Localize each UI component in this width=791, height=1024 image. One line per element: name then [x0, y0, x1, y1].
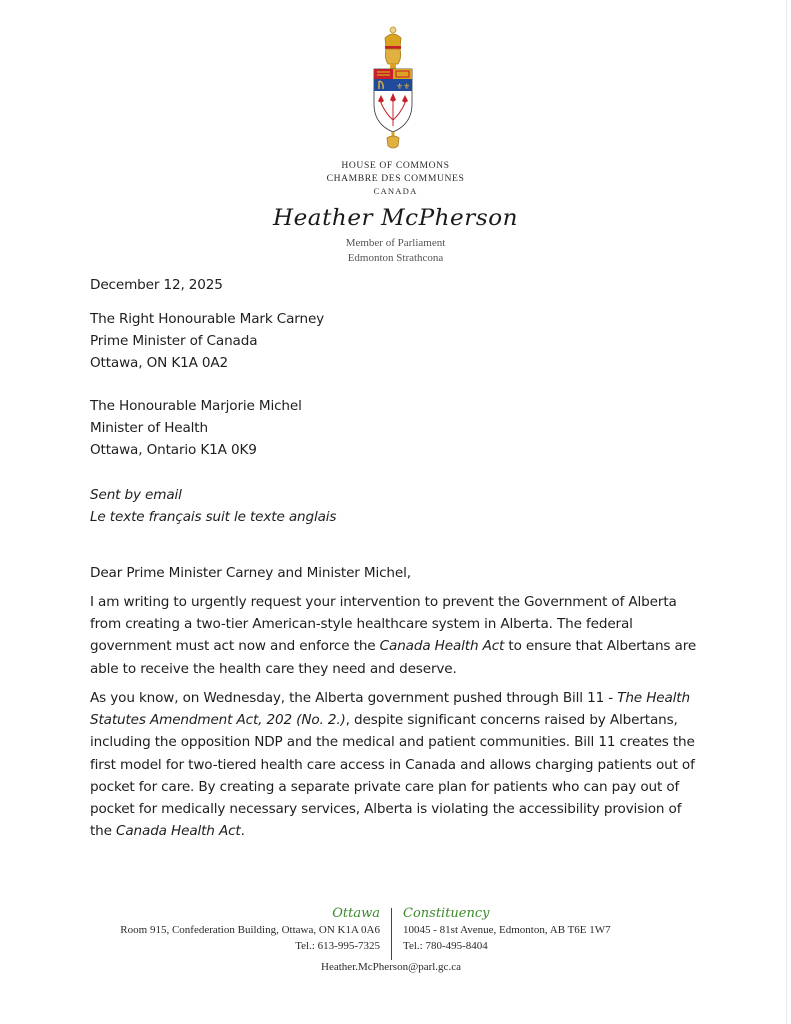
p1-text-c: to ensure that Albertans are able to receive the health care they need and deserve. [90, 638, 697, 677]
delivery-notes [90, 484, 336, 528]
recipient-address: Ottawa, Ontario K1A 0K9 [90, 442, 257, 458]
footer-divider [391, 908, 392, 960]
language-note: Le texte français suit le texte anglais [90, 509, 337, 525]
ottawa-address: Room 915, Confederation Building, Ottawa, ON K1A 0A6 [120, 924, 380, 936]
p2-text-a: As you know, on Wednesday, the Alberta government pushed through Bill 11 - [90, 690, 618, 706]
constituency-tel: Tel.: 780-495-8404 [403, 940, 488, 952]
ottawa-label: Ottawa [332, 906, 380, 921]
constituency-address: 10045 - 81st Avenue, Edmonton, AB T6E 1W7 [403, 924, 611, 936]
paragraph-2 [90, 687, 700, 842]
paragraph-1 [90, 591, 700, 680]
footer-constituency [403, 906, 733, 954]
letterhead-institution [0, 159, 791, 185]
page-edge-line [786, 0, 787, 1024]
member-riding: Edmonton Strathcona [347, 252, 444, 264]
ottawa-tel: Tel.: 613-995-7325 [295, 940, 380, 952]
recipient-title: Prime Minister of Canada [90, 333, 258, 349]
letterhead-role [0, 236, 791, 266]
footer-ottawa [80, 906, 380, 954]
institution-fr: CHAMBRE DES COMMUNES [326, 173, 465, 184]
footer-email[interactable]: Heather.McPherson@parl.gc.ca [321, 961, 461, 973]
p2-text-e: . [240, 823, 245, 840]
recipient-name: The Honourable Marjorie Michel [90, 398, 302, 414]
member-role: Member of Parliament [345, 237, 446, 249]
p2-act-title: Canada Health Act [116, 823, 241, 840]
recipient-name: The Right Honourable Mark Carney [90, 311, 325, 327]
recipient-block-1 [90, 308, 324, 374]
recipient-title: Minister of Health [90, 420, 208, 436]
svg-text:⚜⚜: ⚜⚜ [396, 82, 411, 91]
constituency-label: Constituency [403, 906, 490, 921]
letterhead-country: CANADA [373, 186, 418, 196]
recipient-block-2 [90, 395, 302, 461]
delivery-note: Sent by email [90, 487, 182, 503]
p1-act-title: Canada Health Act [379, 638, 505, 655]
letter-date: December 12, 2025 [90, 277, 223, 293]
recipient-address: Ottawa, ON K1A 0A2 [90, 355, 229, 371]
institution-en: HOUSE OF COMMONS [341, 160, 450, 171]
salutation: Dear Prime Minister Carney and Minister Michel, [90, 565, 411, 581]
house-of-commons-crest-icon [368, 26, 418, 150]
p1-text-a: I am writing to urgently request your intervention to prevent the Government of Alberta from creating a two-tier American-style healthcare system in Alberta. The federal government must act now and enforce the [90, 594, 677, 655]
member-name: Heather McPherson [272, 206, 519, 231]
p2-text-c: , despite significant concerns raised by Albertans, including the opposition NDP and the medical and patient communities. Bill 11 creates the first model for two-tiered health care access in Canada and allows charging patients out of pocket for care. By creating a separate private care plan for patients who can pay out of pocket for medically necessary services, Alberta is violating the accessibility provision of the [90, 712, 695, 840]
p2-bill-title: The Health Statutes Amendment Act, 202 (No. 2.) [90, 690, 690, 729]
